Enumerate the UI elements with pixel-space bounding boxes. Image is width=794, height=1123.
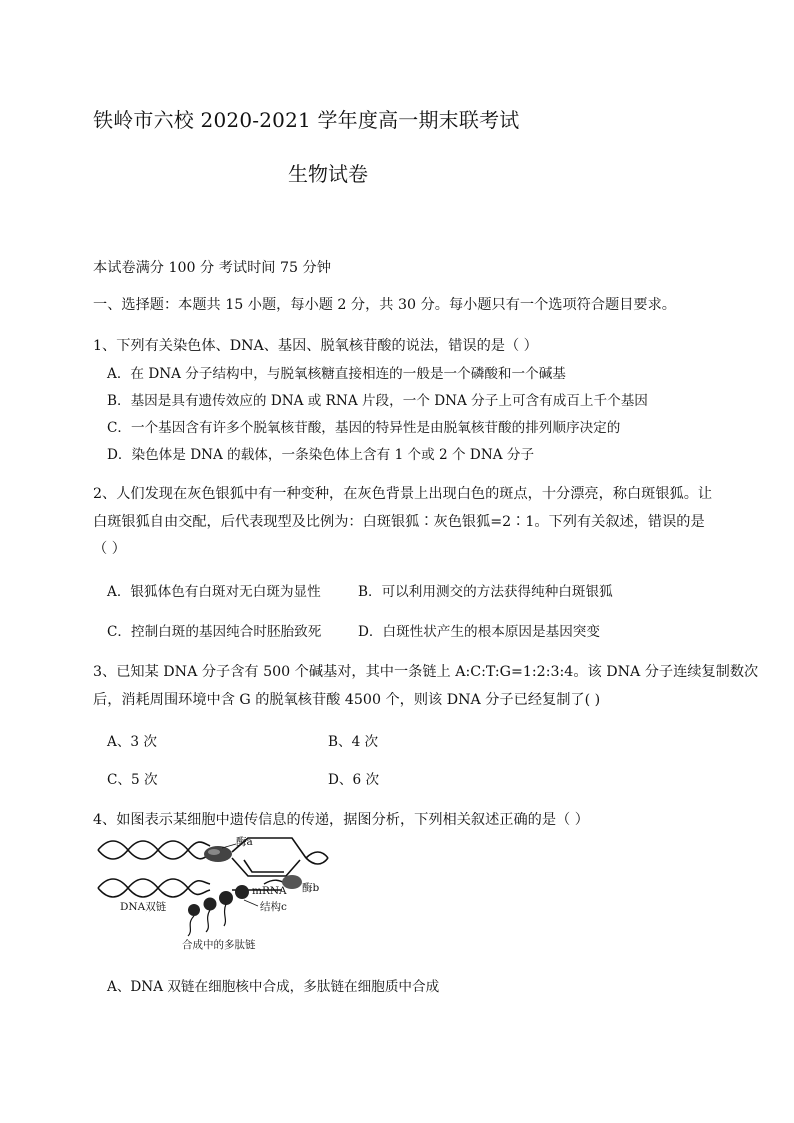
label-enzyme-a: 酶a — [236, 836, 253, 848]
dna-helix-upper — [98, 841, 210, 859]
question-2-stem-line1: 2、人们发现在灰色银狐中有一种变种，在灰色背景上出现白色的斑点，十分漂亮，称白斑银狐。让 — [93, 486, 713, 502]
question-3-option-a: A、3 次 — [107, 734, 157, 750]
question-1-option-c: C．一个基因含有许多个脱氧核苷酸，基因的特异性是由脱氧核苷酸的排列顺序决定的 — [107, 420, 621, 436]
question-2-option-b: B．可以利用测交的方法获得纯种白斑银狐 — [358, 584, 613, 600]
exam-subtitle: 生物试卷 — [288, 162, 368, 186]
question-1-stem: 1、下列有关染色体、DNA、基因、脱氧核苷酸的说法，错误的是（ ） — [93, 338, 538, 354]
label-enzyme-b: 酶b — [302, 882, 320, 894]
transcription-translation-figure — [94, 832, 344, 954]
section-heading: 一、选择题：本题共 15 小题，每小题 2 分，共 30 分。每小题只有一个选项符合题目要求。 — [93, 297, 676, 313]
label-mrna: mRNA — [252, 885, 287, 897]
question-2-stem-line2: 白斑银狐自由交配，后代表现型及比例为：白斑银狐∶灰色银狐=2∶1。下列有关叙述，错误的是 — [93, 514, 705, 530]
question-2-option-d: D．白斑性状产生的根本原因是基因突变 — [358, 624, 600, 640]
question-3-option-c: C、5 次 — [107, 772, 158, 788]
question-3-stem-line2: 后，消耗周围环境中含 G 的脱氧核苷酸 4500 个，则该 DNA 分子已经复制了( ) — [93, 692, 601, 708]
question-2-stem-line3: （ ） — [93, 541, 126, 557]
question-3-stem-line1: 3、已知某 DNA 分子含有 500 个碱基对，其中一条链上 A:C:T:G=1:2:3:4。该 DNA 分子连续复制数次 — [93, 664, 759, 680]
dna-helix-right — [306, 852, 328, 864]
exam-info: 本试卷满分 100 分 考试时间 75 分钟 — [93, 260, 331, 276]
question-1-option-b: B．基因是具有遗传效应的 DNA 或 RNA 片段，一个 DNA 分子上可含有成百上千个基因 — [107, 393, 648, 409]
question-2-option-c: C．控制白斑的基因纯合时胚胎致死 — [107, 624, 322, 640]
exam-title: 铁岭市六校 2020-2021 学年度高一期末联考试 — [93, 108, 520, 132]
label-dna-double: DNA双链 — [120, 901, 167, 913]
question-3-option-d: D、6 次 — [328, 772, 380, 788]
question-1-option-a: A．在 DNA 分子结构中，与脱氧核糖直接相连的一般是一个磷酸和一个碱基 — [107, 366, 566, 382]
label-structure-c: 结构c — [260, 901, 287, 913]
question-4-option-a: A、DNA 双链在细胞核中合成，多肽链在细胞质中合成 — [107, 979, 440, 995]
enzyme-a-blob — [204, 846, 232, 862]
question-1-option-d: D．染色体是 DNA 的载体，一条染色体上含有 1 个或 2 个 DNA 分子 — [107, 447, 535, 463]
ribosome-chain — [188, 885, 249, 916]
label-polypeptide: 合成中的多肽链 — [182, 939, 256, 951]
dna-helix-lower — [98, 879, 210, 897]
question-2-option-a: A．银狐体色有白斑对无白斑为显性 — [107, 584, 321, 600]
question-3-option-b: B、4 次 — [328, 734, 379, 750]
question-4-stem: 4、如图表示某细胞中遗传信息的传递，据图分析，下列相关叙述正确的是（ ） — [93, 812, 589, 828]
